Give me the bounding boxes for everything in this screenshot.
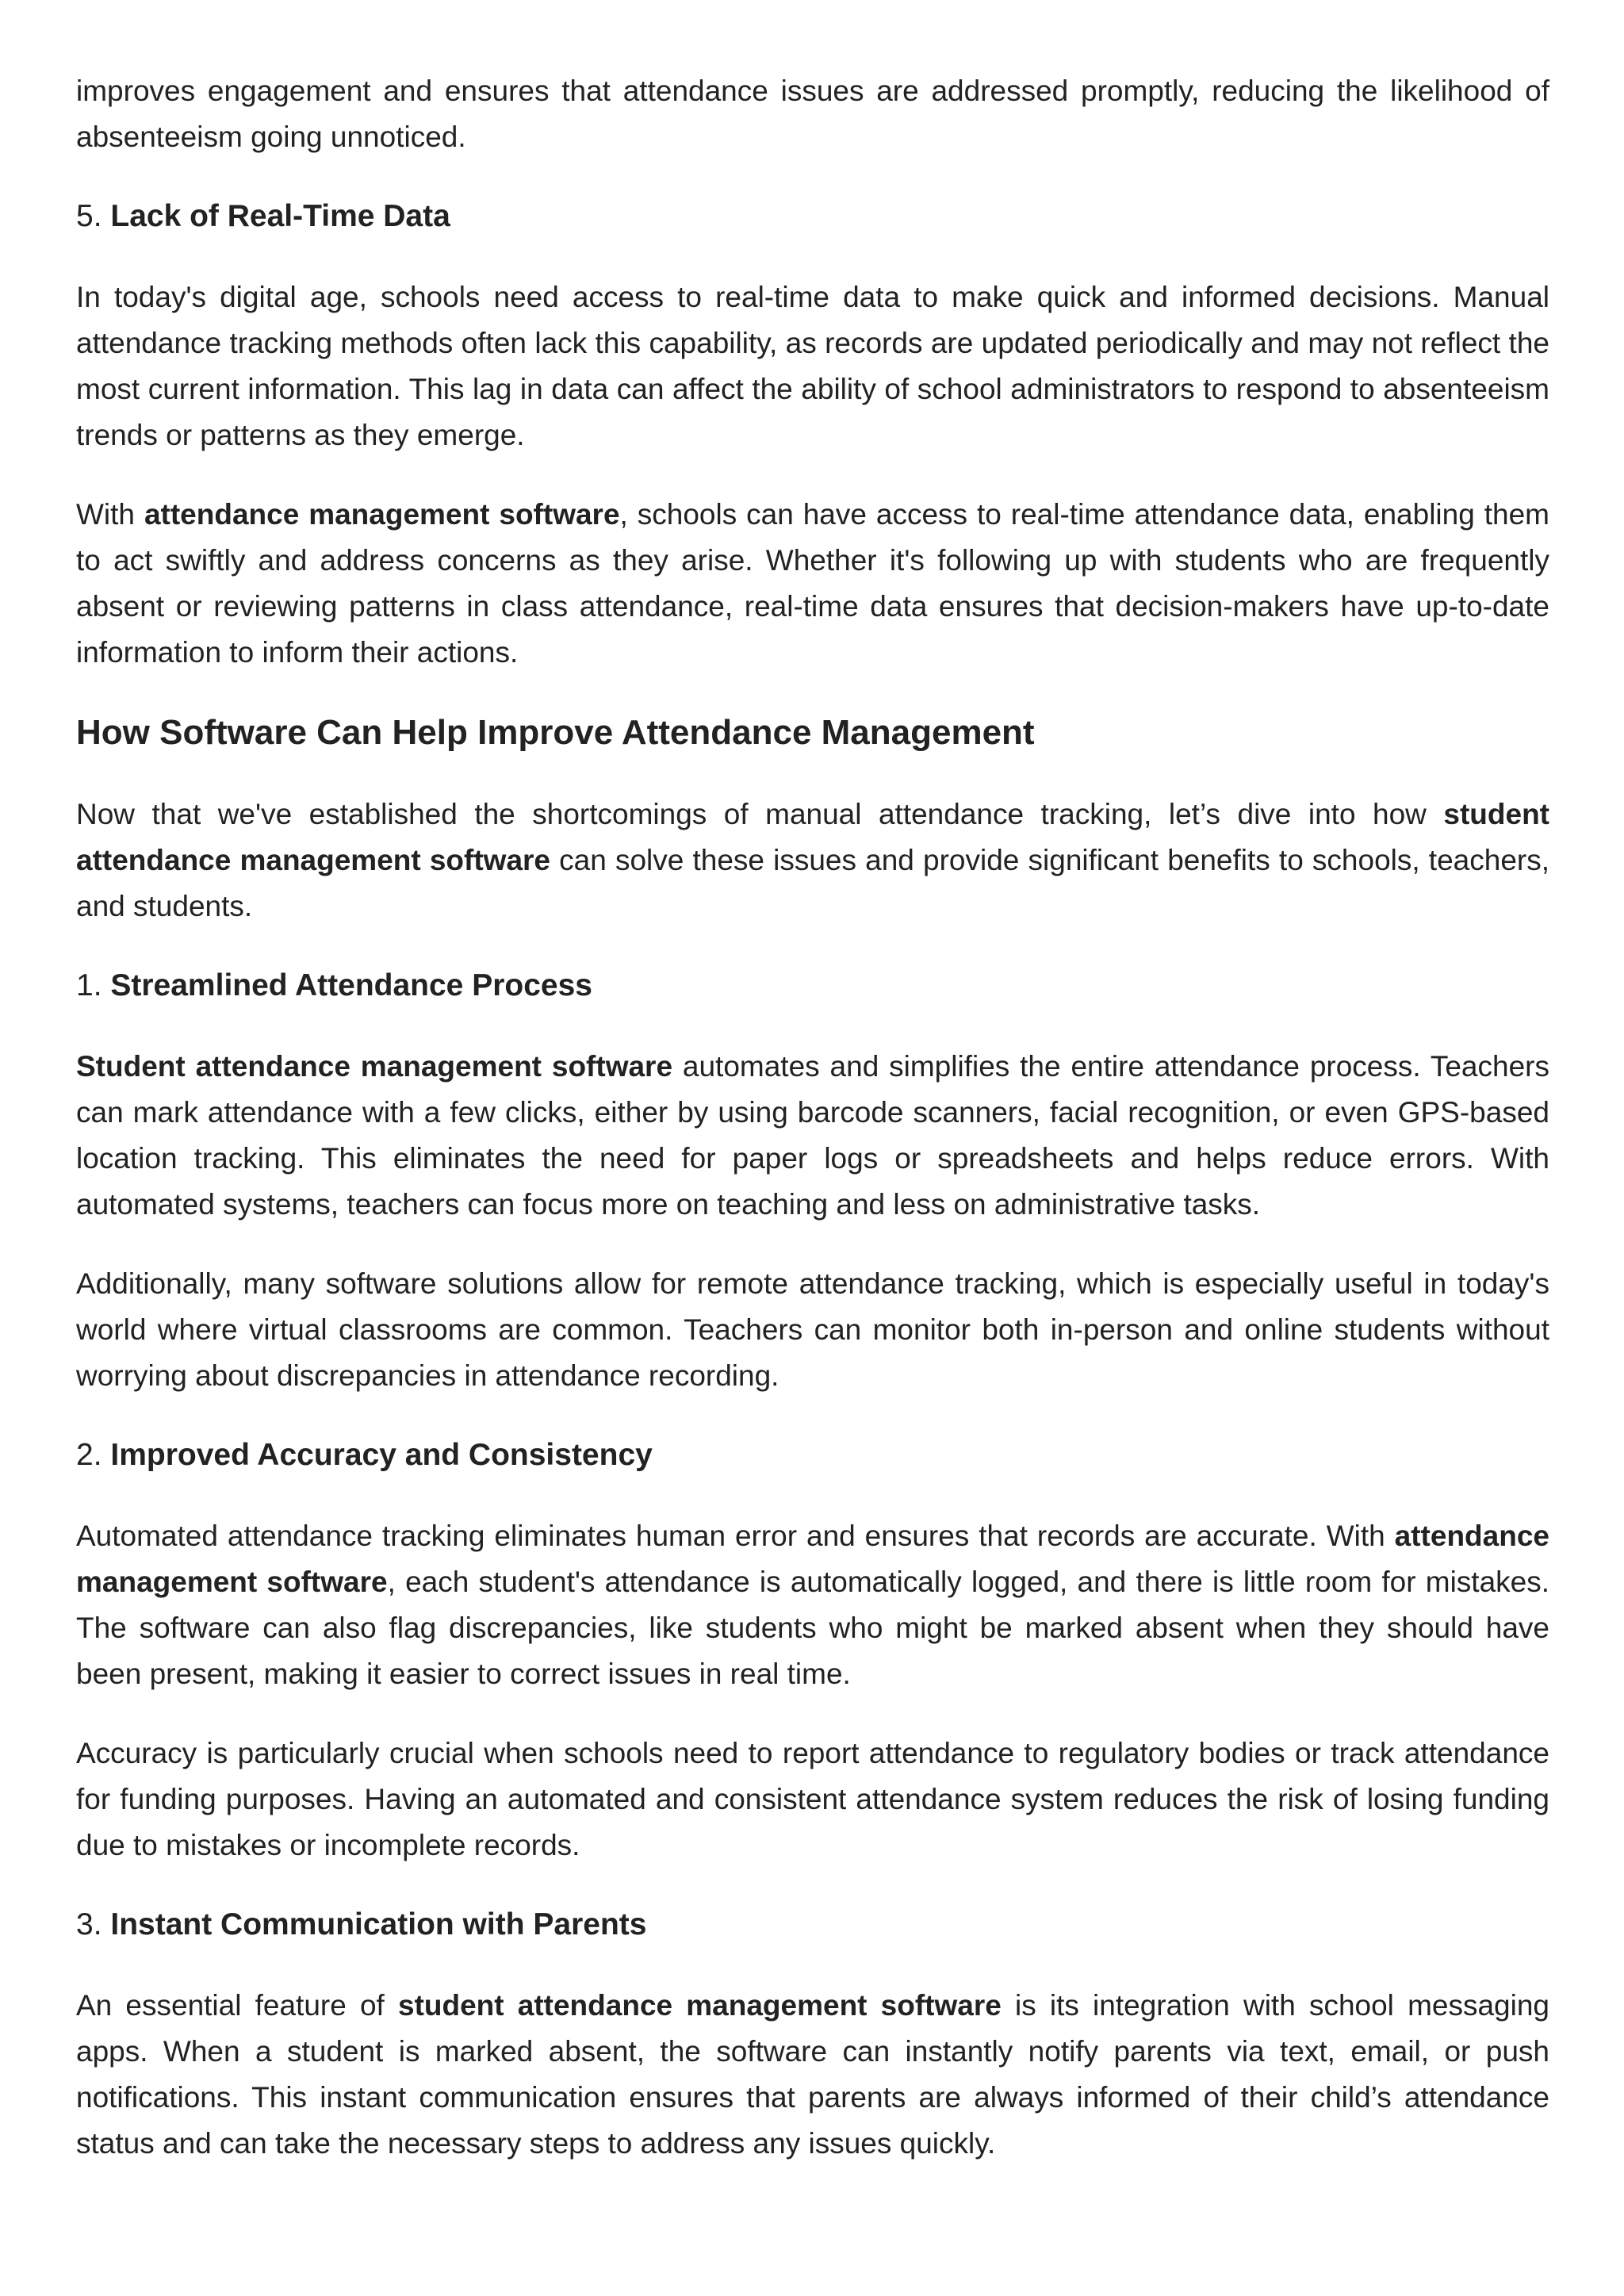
subheading-title: Lack of Real-Time Data bbox=[110, 199, 450, 233]
document-page bbox=[76, 68, 1549, 2200]
subheading-streamlined-process bbox=[76, 963, 1549, 1009]
paragraph-text: In today's digital age, schools need access to real-time data to make quick and informed decisions. Manual attendance tracking methods often lack this capability, as records are updated periodically and may not reflect the most current information. This lag in data can affect the ability of school administrators to respond to absenteeism trends or patterns as they emerge. bbox=[76, 281, 1549, 451]
bold-term: attendance management software bbox=[76, 1520, 1549, 1598]
paragraph-text: , schools can have access to real-time attendance data, enabling them to act swiftly and address concerns as they arise. Whether it's following up with students who are frequently absent or reviewing patterns in class attendance, real-time data ensures that decision-makers have up-to-date information to inform their actions. bbox=[76, 498, 1549, 669]
paragraph-text: improves engagement and ensures that attendance issues are addressed promptly, reducing the likelihood of absenteeism going unnoticed. bbox=[76, 75, 1549, 153]
subheading-number: 5. bbox=[76, 199, 111, 233]
paragraph-automates-process bbox=[76, 1044, 1549, 1228]
paragraph-eliminates-error bbox=[76, 1513, 1549, 1697]
section-title: How Software Can Help Improve Attendance Management bbox=[76, 713, 1035, 752]
paragraph-remote-tracking bbox=[76, 1261, 1549, 1399]
subheading-improved-accuracy bbox=[76, 1432, 1549, 1478]
paragraph-engagement-continuation bbox=[76, 68, 1549, 160]
paragraph-text: Additionally, many software solutions allow for remote attendance tracking, which is especially useful in today's world where virtual classrooms are common. Teachers can monitor both in-person and online students without worrying about discrepancies in attendance recording. bbox=[76, 1267, 1549, 1392]
paragraph-text: Accuracy is particularly crucial when schools need to report attendance to regulatory bodies or track attendance for funding purposes. Having an automated and consistent attendance system reduces the risk of losing funding due to mistakes or incomplete records. bbox=[76, 1737, 1549, 1861]
paragraph-real-time-access bbox=[76, 492, 1549, 676]
bold-term: student attendance management software bbox=[76, 798, 1549, 876]
subheading-number: 2. bbox=[76, 1438, 111, 1472]
paragraph-text: Automated attendance tracking eliminates human error and ensures that records are accurate. With bbox=[76, 1520, 1395, 1552]
subheading-number: 3. bbox=[76, 1907, 111, 1941]
subheading-title: Instant Communication with Parents bbox=[110, 1907, 647, 1941]
subheading-instant-communication bbox=[76, 1902, 1549, 1948]
bold-term: Student attendance management software bbox=[76, 1050, 673, 1083]
paragraph-text: With bbox=[76, 498, 144, 531]
paragraph-text: is its integration with school messaging apps. When a student is marked absent, the software can instantly notify parents via text, email, or push notifications. This instant communication ensures that parents are always informed of their child’s attendance status and can take the necessary steps to address any issues quickly. bbox=[76, 1989, 1549, 2160]
paragraph-parent-notifications bbox=[76, 1983, 1549, 2167]
paragraph-accuracy-funding bbox=[76, 1731, 1549, 1869]
paragraph-text: Now that we've established the shortcomings of manual attendance tracking, let’s dive into how bbox=[76, 798, 1444, 830]
bold-term: attendance management software bbox=[144, 498, 620, 531]
paragraph-text: An essential feature of bbox=[76, 1989, 398, 2022]
bold-term: student attendance management software bbox=[398, 1989, 1002, 2022]
paragraph-text: automates and simplifies the entire attendance process. Teachers can mark attendance with a few clicks, either by using barcode scanners, facial recognition, or even GPS-based location tracking. This eliminates the need for paper logs or spreadsheets and helps reduce errors. With automated systems, teachers can focus more on teaching and less on administrative tasks. bbox=[76, 1050, 1549, 1221]
paragraph-intro-solutions bbox=[76, 792, 1549, 930]
subheading-number: 1. bbox=[76, 968, 111, 1002]
subheading-title: Improved Accuracy and Consistency bbox=[110, 1438, 653, 1472]
paragraph-text: , each student's attendance is automatically logged, and there is little room for mistakes. The software can also flag discrepancies, like students who might be marked absent when they should have been present, making it easier to correct issues in real time. bbox=[76, 1566, 1550, 1690]
paragraph-digital-age bbox=[76, 274, 1549, 458]
subheading-lack-of-real-time-data bbox=[76, 194, 1549, 240]
paragraph-text: can solve these issues and provide significant benefits to schools, teachers, and students. bbox=[76, 844, 1549, 922]
subheading-title: Streamlined Attendance Process bbox=[110, 968, 592, 1002]
